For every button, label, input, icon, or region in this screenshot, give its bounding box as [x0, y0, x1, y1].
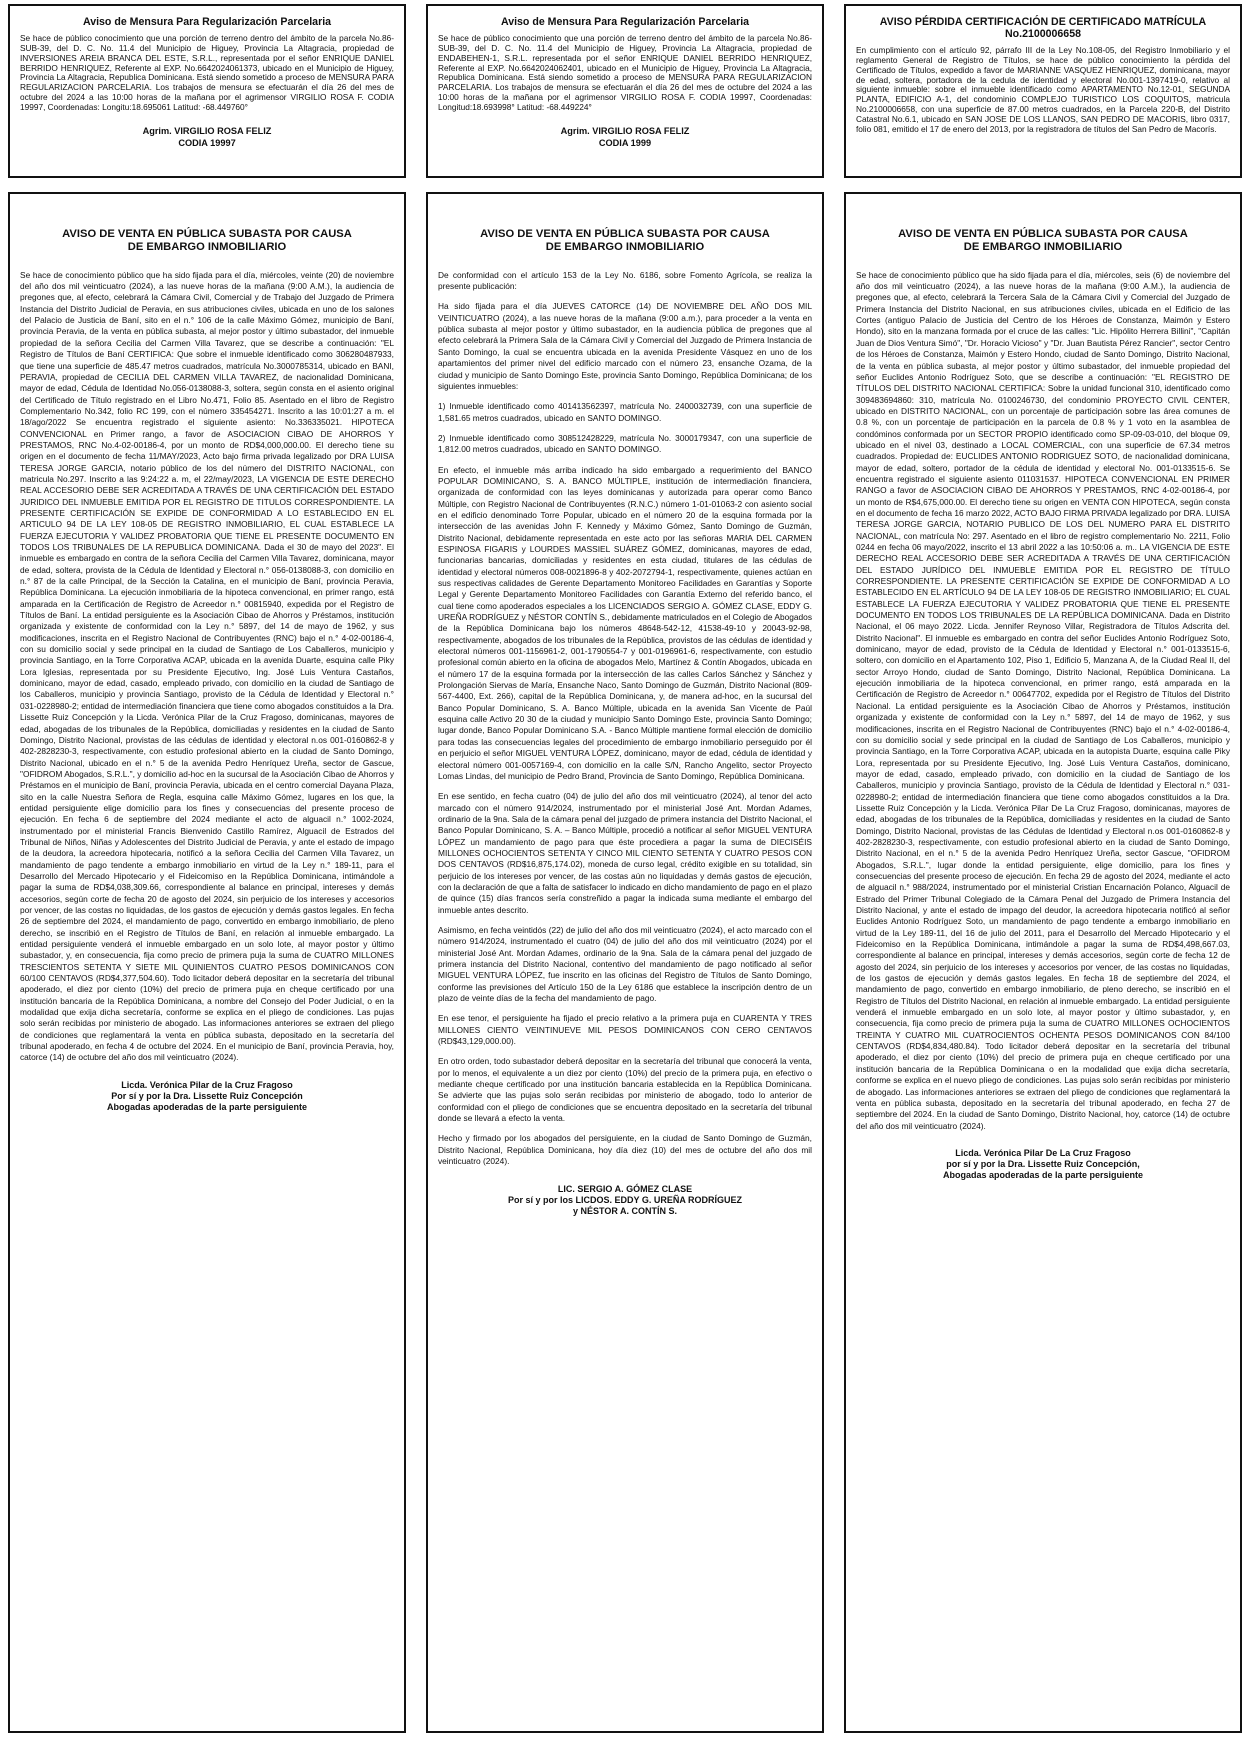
notice-mensura-1: [8, 4, 406, 178]
notice-paragraph: 2) Inmueble identificado como 308512428229, matrícula No. 3000179347, con una superficie de 1,812.00 metros cuadrados, ubicado en SANTO DOMINGO.: [438, 432, 812, 455]
notice-paragraph: En cumplimiento con el artículo 92, párrafo III de la Ley No.108-05, del Registro Inmobiliario y el reglamento General de Registro de Títulos, se hace de público conocimiento la pérdida del Certificado de Títulos, expedido a favor de MARIANNE VASQUEZ HENRIQUEZ, dominicana, mayor de edad, soltera, portadora de la cedula de identidad y electoral No.001-1397419-0, relativo al siguiente inmueble: sobre el inmueble identificado como APARTAMENTO No.12-01, SEGUNDA PLANTA, EDIFICIO A-1, del condominio COMPLEJO TURISTICO LOS COQUITOS, matricula No.2100006658, con una superficie de 87.00 metros cuadrados, en la Parcela 220-B, del Distrito Catastral No.6.1, ubicado en SAN JOSE DE LOS LLANOS, SAN PEDRO DE MACORIS, libro 0317, folio 081, emitido el 17 de enero del 2013, por la registradora de títulos del San Pedro de Macorís.: [856, 45, 1230, 134]
notice-subasta-2: [426, 192, 824, 1733]
notice-paragraph: Se hace de público conocimiento que una porción de terreno dentro del ámbito de la parcela No.86-SUB-39, del D. C. No. 11.4 del Municipio de Higuey, Provincia La Altagracia, propiedad de INVERSIONES AREIA BRANCA DEL ESTE, S.R.L., representada por el señor ENRIQUE DANIEL BERRIDO HENRIQUEZ, Referente al EXP. No.6642024061373, ubicado en el Municipio de Higuey, Provincia La Altagracia, Republica Dominicana. Está siendo sometido a proceso de MENSURA PARA REGULARIZACION PARCELARIA. Los trabajos de mensura se efectuarán el día 26 del mes de octubre del 2024 a las 10:00 horas de la mañana por el agrimensor VIRGILIO ROSA F. CODIA 19997, Coordenadas: Longitu:18.695061 Latitud: -68.449760°: [20, 33, 394, 112]
notice-title: AVISO DE VENTA EN PÚBLICA SUBASTA POR CAUSA DE EMBARGO INMOBILIARIO: [62, 228, 352, 253]
notice-signature: Licda. Verónica Pilar de la Cruz Fragoso Por sí y por la Dra. Lissette Ruiz Concepción Abogadas apoderadas de la parte persiguiente: [106, 1079, 308, 1113]
notice-title: AVISO DE VENTA EN PÚBLICA SUBASTA POR CAUSA DE EMBARGO INMOBILIARIO: [480, 228, 770, 253]
notice-signature: Agrim. VIRGILIO ROSA FELIZ CODIA 1999: [560, 126, 690, 148]
notice-paragraph: En efecto, el inmueble más arriba indicado ha sido embargado a requerimiento del BANCO POPULAR DOMINICANO, S. A. BANCO MÚLTIPLE, institución de intermediación financiera, organizada de conformidad con las leyes dominicanas y autorizada para operar como Banco Múltiple, con Registro Nacional de Contribuyentes (R.N.C.) número 1-01-01063-2 con asiento social en el edificio denominado Torre Popular, ubicado en el número 20 de la esquina formada por la intersección de las avenidas John F. Kennedy y Máximo Gómez, Santo Domingo de Guzmán, Distrito Nacional, debidamente representada en este acto por las señoras MARIA DEL CARMEN ESPINOSA FIGARIS y LOURDES MASSIEL SUÁREZ GÓMEZ, dominicanas, mayores de edad, funcionarias bancarias, domiciliadas y residentes en esta ciudad, titulares de las cédulas de identidad y electoral números 008-0021896-8 y 402-2072794-1, respectivamente, quienes actúan en sus respectivas calidades de Gerente Departamento Monitoreo Facilidades en Garantías y Soporte Legal y Gerente Departamento Monitoreo Facilidades con Garantía Externo del referido banco, el cual tiene como apoderados especiales a los LICENCIADOS SERGIO A. GÓMEZ CLASE, EDDY G. UREÑA RODRÍGUEZ y NÉSTOR CONTÍN S., debidamente matriculados en el Colegio de Abogados de la República Dominicana bajo los números 48648-542-12, 41538-49-10 y 20043-92-98, respectivamente, abogados de los tribunales de la República, provistos de las cédulas de identidad y electoral números 001-1156961-2, 001-1790554-7 y 001-0196961-6, respectivamente, con estudio profesional común abierto en la oficina de abogados Melo, Martínez & Contín Abogados, ubicada en el número 17 de la esquina formada por la intersección de las calles Carlos Sánchez y Sánchez y Prolongación Siervas de María, Ensanche Naco, Santo Domingo de Guzmán, Distrito Nacional (809-567-4400, Ext. 266), capital de la República Dominicana, y, de manera ad-hoc, en la sucursal del Banco Popular Dominicano, S. A. Banco Múltiple, ubicada en la avenida San Vicente de Paúl esquina calle Activo 20 30 de la ciudad y municipio Santo Domingo Este, provincia Santo Domingo; lugar donde, Banco Popular Dominicano S.A. - Banco Múltiple mantiene formal elección de domicilio para todas las consecuencias legales del procedimiento de embargo inmobiliario perseguido por él en perjuicio el señor MIGUEL VENTURA LÓPEZ, dominicano, mayor de edad, cédula de identidad y electoral número 001-0057169-4, con domicilio en la calle S/N, Rancho Angelito, sector Proyecto Lomas Lindas, del municipio de Pedro Brand, Provincia de Santo Domingo, República Dominicana.: [438, 464, 812, 781]
notice-paragraph: Se hace de conocimiento público que ha sido fijada para el día, miércoles, veinte (20) de noviembre del año dos mil veinticuatro (2024), a las nueve horas de la mañana (9:00 A.M.), la audiencia de pregones que, al efecto, celebrará la Cámara Civil, Comercial y de Trabajo del Juzgado de Primera Instancia del Distrito Judicial de Peravia, en sus atribuciones civiles, ubicada en uno de los salones del Palacio de Justicia de Baní, sito en el n.° 106 de la calle Máximo Gómez, municipio de Baní, provincia Peravia, de la venta en pública subasta, al mejor postor y último subastador, del inmueble propiedad de la señora Cecilia del Carmen Villa Tavarez, que se describe a continuación: "EL Registro de Títulos de Baní CERTIFICA: Que sobre el inmueble identificado como 306280487933, que tiene una superficie de 485.47 metros cuadrados, matrícula No.3000785314, ubicado en BANI, PERAVIA, propiedad de CECILIA DEL CARMEN VILLA TAVAREZ, de nacionalidad Dominicana, mayor de edad, Cédula de Identidad No.056-0138088-3, soltera, según consta en el asiento original del Certificado de Título registrado en el Libro No.471, Folio 85. Asentado en el libro de Registro Complementario No.342, folio RC 199, con el número 335454271. Inscrito a las 10:01:27 a m. el 18/ago/2022 Se encuentra registrado el siguiente asiento: No.336335021. HIPOTECA CONVENCIONAL en Primer rango, a favor de ASOCIACION CIBAO DE AHORROS Y PRESTAMOS, RNC No.4-02-00186-4, por un monto de RD$4,000,000.00. El derecho tiene su origen en el documento de fecha 11/MAY/2023, Acto bajo firma privada legalizado por DRA LUISA TERESA JORGE GARCIA, notario público de los del número del DISTRITO NACIONAL, con matricula No.297. Inscrito a las 9:24:22 a. m, el 22/may/2023, LA VIGENCIA DE ESTE DERECHO REAL ACCESORIO DEBE SER ACREDITADA A TRAVÉS DE UNA CERTIFICACIÓN DEL ESTADO JURIDICO DEL INMUEBLE EMITIDA POR EL REGISTRO DE TITULOS CORRESPONDIENTE. LA PRESENTE CERTIFICACIÓN SE EXPIDE DE CONFORMIDAD A LO ESTABLECIDO EN EL ARTICULO 94 DE LA LEY 108-05 DE REGISTRO INMOBILIARIO, EL CUAL ESTABLECE LA FUERZA EJECUTORIA Y VALIDEZ PROBATORIA QUE TIENE EL PRESENTE DOCUMENTO EN TODOS LOS TRIBUNALES DE LA REPUBLICA DOMINICANA. Dada el 30 de mayo del 2023". El inmueble es embargado en contra de la señora Cecilia del Carmen Villa Tavarez, dominicana, mayor de edad, soltera, provista de la Cédula de Identidad y Electoral n.° 056-0138088-3, con domicilio en n.° 87 de la calle Principal, de la Sección la Catalina, en el municipio de Baní, provincia Peravia, República Dominicana. La ejecución inmobiliaria de la hipoteca convencional, en primer rango, está amparada en la Certificación de Registro de Acreedor n.° 00815940, expedida por el Registro de Títulos de Baní. La entidad persiguiente es la Asociación Cibao de Ahorros y Préstamos, institución organizada y existente de conformidad con la Ley n.° 5897, del 14 de mayo de 1962, y sus modificaciones, inscrita en el Registro Nacional de Contribuyentes (RNC) bajo el n.° 4-02-00186-4, con su domicilio social y sede principal en la ciudad de Santiago de Los Caballeros, municipio y provincia Santiago, en la Torre Corporativa ACAP, ubicada en la avenida Duarte, esquina calle Piky Lora Iglesias, representada por su Presidente Ejecutivo, Ing. José Luis Ventura Castaños, dominicano, mayor de edad, casado, empleado privado, con domicilio en la ciudad de Santiago de los Caballeros, municipio y provincia Santiago, provisto de la Cédula de Identidad y Electoral n.° 031-0228980-2; entidad de intermediación financiera que tiene como abogados constituidos a la Dra. Lissette Ruiz Concepción y la Licda. Verónica Pilar de la Cruz Fragoso, dominicanas, mayores de edad, abogadas de los tribunales de la República, domiciliadas y residentes en la ciudad de Santo Domingo, Distrito Nacional, provistas de las cédulas de identidad y electoral n.os 001-0160862-8 y 402-2828230-3, respectivamente, con estudio profesional abierto en la ciudad de Santo Domingo, Distrito Nacional, ubicado en el n.° 5 de la avenida Pedro Henríquez Ureña, sector de Gascue, "OFIDROM Abogados, S.R.L.", y domicilio ad-hoc en la sucursal de la Asociación Cibao de Ahorros y Préstamos en el municipio de Baní, provincia Peravia, ubicada en el centro comercial Dayana Plaza, sito en la calle Nuestra Señora de Regla, esquina calle Máximo Gómez, lugares en los que, la entidad persiguiente elige domicilio para los fines y consecuencias del presente proceso de ejecución. En fecha 6 de septiembre del 2024 mediante el acto de alguacil n.° 1002-2024, instrumentado por el ministerial Francis Bienvenido Castillo Ramírez, Alguacil de Estrados del Tribunal de Niños, Niñas y Adolescentes del Distrito Judicial de Peravia, y ante el estado de impago de la deudora, la acreedora hipotecaria, notificó a la señora Cecilia del Carmen Villa Tavarez, un mandamiento de pago tendente a embargo inmobiliario en virtud de la Ley n.° 189-11, para el Desarrollo del Mercado Hipotecario y el Fideicomiso en la República Dominicana, intimándole a pagar la suma de RD$4,038,309.66, correspondiente al balance en principal, intereses y demás accesorios, según corte de fecha 20 de agosto del 2024, sin perjuicio de los intereses y accesorios por vencer, de las costas no liquidadas, de los gastos de ejecución y demás gastos legales. En fecha 26 de septiembre del 2024, el mandamiento de pago, convertido en embargo inmobiliario, de pleno derecho, se inscribió en el Registro de Títulos de Baní, en relación al inmueble embargado. La entidad persiguiente venderá el inmueble embargado en un solo lote, al mayor postor y último subastador, y, en consecuencia, fija como precio de primera puja la suma de CUATRO MILLONES TRESCIENTOS SETENTA Y SIETE MIL QUINIENTOS CUATRO PESOS DOMINICANOS CON 60/100 CENTAVOS (RD$4,377,504.60). Todo licitador deberá depositar en la secretaría del tribunal apoderado, el diez por ciento (10%) del precio de primera puja en cheque certificado por una institución bancaria de la República Dominicana, a nombre del Consejo del Poder Judicial, o en la modalidad que exija dicha secretaría, conforme se explica en el pliego de condiciones. Las pujas solo serán recibidas por ministerio de abogado. Las informaciones anteriores se extraen del pliego de condiciones que reglamentará la venta en pública subasta, depositado en la secretaría del tribunal apoderado, en fecha 4 de octubre del 2024. En el municipio de Baní, provincia Peravia, hoy, catorce (14) de octubre del año dos mil veinticuatro (2024).: [20, 269, 394, 1063]
notice-paragraph: De conformidad con el artículo 153 de la Ley No. 6186, sobre Fomento Agrícola, se realiza la presente publicación:: [438, 269, 812, 292]
notice-title: AVISO PÉRDIDA CERTIFICACIÓN DE CERTIFICADO MATRÍCULA No.2100006658: [879, 16, 1207, 41]
notice-paragraph: En otro orden, todo subastador deberá depositar en la secretaría del tribunal que conocerá la venta, por lo menos, el equivalente a un diez por ciento (10%) del precio de la primera puja, en efectivo o mediante cheque certificado por una institución bancaria establecida en la República Dominicana. Se advierte que las pujas solo serán recibidas por ministerio de abogado, todo lo anterior de conformidad con el pliego de condiciones que se encuentra depositado en la secretaría del tribunal donde se llevará a efecto la venta.: [438, 1056, 812, 1124]
notice-paragraph: Se hace de público conocimiento que una porción de terreno dentro del ámbito de la parcela No.86-SUB-39, del D. C. No. 11.4 del Municipio de Higuey, Provincia La Altagracia, propiedad de ENDABEHEN-1, S.R.L. representada por el señor ENRIQUE DANIEL BERRIDO HENRIQUEZ, Referente al EXP. No.6642024062401, ubicado en el Municipio de Higuey, Provincia La Altagracia, Republica Dominicana. Está siendo sometido a proceso de MENSURA PARA REGULARIZACION PARCELARIA. Los trabajos de mensura se efectuarán el día 26 del mes de octubre del 2024 a las 10:00 horas de la mañana por el agrimensor VIRGILIO ROSA F. CODIA 19997, Coordenadas: Longitud:18.693998° Latitud: -68.449224°: [438, 33, 812, 112]
notice-signature: Agrim. VIRGILIO ROSA FELIZ CODIA 19997: [142, 126, 272, 148]
notice-title: Aviso de Mensura Para Regularización Parcelaria: [82, 16, 332, 28]
notice-perdida-certificado: [844, 4, 1242, 178]
notice-mensura-2: [426, 4, 824, 178]
notice-paragraph: Asimismo, en fecha veintidós (22) de julio del año dos mil veinticuatro (2024), el acto marcado con el número 914/2024, instrumentado el cuatro (04) de julio del año dos mil veinticuatro (2024) por el ministerial José Ant. Mordan Adames, ordinario de la 9na. Sala de la cámara penal del juzgado de primera instancia del Distrito Nacional, contentivo del mandamiento de pago notificado al señor MIGUEL VENTURA LÓPEZ, fue inscrito en las oficinas del Registro de Títulos de Santo Domingo, conforme las previsiones del Artículo 150 de la Ley 6186 que establece la inscripción dentro de un plazo de veinte días de la fecha del mandamiento de pago.: [438, 924, 812, 1004]
notice-signature: LIC. SERGIO A. GÓMEZ CLASE Por sí y por los LICDOS. EDDY G. UREÑA RODRÍGUEZ y NÉSTOR A. CONTÍN S.: [507, 1183, 743, 1216]
notice-paragraph: En ese tenor, el persiguiente ha fijado el precio relativo a la primera puja en CUARENTA Y TRES MILLONES CIENTO VEINTINUEVE MIL PESOS DOMINICANOS CON CERO CENTAVOS (RD$43,129,000.00).: [438, 1013, 812, 1047]
notice-paragraph: Hecho y firmado por los abogados del persiguiente, en la ciudad de Santo Domingo de Guzmán, Distrito Nacional, República Dominicana, hoy día diez (10) del mes de octubre del año dos mil veinticuatro (2024).: [438, 1133, 812, 1167]
notice-title: Aviso de Mensura Para Regularización Parcelaria: [500, 16, 750, 28]
notice-paragraph: Ha sido fijada para el día JUEVES CATORCE (14) DE NOVIEMBRE DEL AÑO DOS MIL VEINTICUATRO (2024), a las nueve horas de la mañana (9:00 a.m.), para proceder a la venta en pública subasta al mejor postor y último subastador, en la audiencia pública de pregones que al efecto celebrará la Primera Sala de la Cámara Civil y Comercial del Juzgado de Primera Instancia de Santo Domingo, la cual se encuentra ubicada en la avenida Presidente Vásquez en uno de los apartamientos del primer nivel del edificio marcado con el número 23, ensanche Ozama, de la ciudad y municipio de Santo Domingo Este, provincia Santo Domingo, República Dominicana; de los siguientes inmuebles:: [438, 301, 812, 391]
notice-paragraph: 1) Inmueble identificado como 401413562397, matrícula No. 2400032739, con una superficie de 1,581.65 metros cuadrados, ubicado en SANTO DOMINGO.: [438, 401, 812, 423]
notice-signature: Licda. Verónica Pilar De La Cruz Fragoso por sí y por la Dra. Lissette Ruiz Concepción, Abogadas apoderadas de la parte persiguiente: [942, 1147, 1144, 1181]
notice-title: AVISO DE VENTA EN PÚBLICA SUBASTA POR CAUSA DE EMBARGO INMOBILIARIO: [898, 228, 1188, 253]
notice-subasta-3: [844, 192, 1242, 1733]
notice-subasta-1: [8, 192, 406, 1733]
notice-paragraph: Se hace de conocimiento público que ha sido fijada para el día, miércoles, seis (6) de noviembre del año dos mil veinticuatro (2024), a las nueve horas de la mañana (9:00 A.M.), la audiencia de pregones que, al efecto, celebrará la Tercera Sala de la Cámara Civil y Comercial del Juzgado de Primera Instancia del Distrito Nacional, en sus atribuciones civiles, ubicada en el Edificio de las Cortes (antiguo Palacio de Justicia del Centro de los Héroes de Constanza, Maimón y Estero Hondo), sito en la manzana formada por el cruce de las calles: "Lic. Hipólito Herrera Billini", "Capitán Juan de Dios Ventura Simó", "Dr. Horacio Vicioso" y "Dr. Juan Bautista Pérez Rancier", sector Centro de los Héroes de Constanza, Maimón y Estero Hondo, ciudad de Santo Domingo, Distrito Nacional, de la venta en pública subasta, al mejor postor y último subastador, del inmueble propiedad del señor Euclides Antonio Rodríguez Soto, que se describe a continuación: "EL REGISTRO DE TÍTULOS DEL DISTRITO NACIONAL CERTIFICA: Sobre la unidad funcional 310, identificado como 309483694860: 310, matrícula No. 0100246730, del condominio PROYECTO CIVIL CENTER, ubicado en DISTRITO NACIONAL, con un porcentaje de participación sobre las área comunes de 0.8 %, con un porcentaje de participación en la parcela de 0.8 % y 1 voto en la asamblea de condóminos conformada por un SECTOR PROPIO identificado como SP-09-03-010, del bloque 09, ubicado en el nivel 03, destinado a LOCAL COMERCIAL, con una superficie de 67.34 metros cuadrados. Propiedad de: EUCLIDES ANTONIO RODRIGUEZ SOTO, de nacionalidad dominicana, mayor de edad, soltero, portador de la cédula de identidad y electoral No. 001-0133515-6. Se encuentra registrado el siguiente asiento 011031537. HIPOTECA CONVENCIONAL EN PRIMER RANGO a favor de ASOCIACION CIBAO DE AHORROS Y PRESTAMOS, RNC 4-02-00186-4, por un monto de R$4,675,000.00. El derecho tiene su origen en VENTA CON HIPOTECA, según consta en el documento de fecha 16 marzo 2022, ACTO BAJO FIRMA PRIVADA legalizado por DRA. LUISA TERESA JORGE GARCIA, NOTARIO PUBLICO DE LOS DEL NUMERO PARA EL DISTRITO NACIONAL, con matrícula No: 297. Asentado en el libro de registro complementario No. 2211, Folio 0244 en fecha 06 mayo/2022, inscrito el 13 abril 2022 a las 10:50:06 a. m.. LA VIGENCIA DE ESTE DERECHO REAL ACCESORIO DEBE SER ACREDITADA A TRAVÉS DE UNA CERTIFICACIÓN DEL ESTADO JURÍDICO DEL INMUEBLE EMITIDA POR EL REGISTRO DE TÍTULO CORRESPONDIENTE. LA PRESENTE CERTIFICACIÓN SE EXPIDE DE CONFORMIDAD A LO ESTABLECIDO EN EL ARTÍCULO 94 DE LA LEY 108-05 DE REGISTRO INMOBILIARIO; EL CUAL ESTABLECE LA FUERZA EJECUTORIA Y VALIDEZ PROBATORIA QUE TIENE EL PRESENTE DOCUMENTO EN TODOS LOS TRIBUNALES DE LA REPÚBLICA DOMINICANA. Dada en Distrito Nacional, el 06 mayo 2022. Licda. Jennifer Reynoso Villar, Registradora de Títulos Adscrita del. Distrito Nacional". El inmueble es embargado en contra del señor Euclides Antonio Rodríguez Soto, dominicano, mayor de edad, provisto de la Cédula de Identidad y Electoral n.° 001-0133515-6, soltero, con domicilio en el Apartamento 102, Piso 1, Edificio 5, Manzana A, de la Ciudad Real II, del sector Arroyo Hondo, ciudad de Santo Domingo, Distrito Nacional, República Dominicana. La ejecución inmobiliaria de la hipoteca convencional, en primer rango, está amparada en la Certificación de Registro de Acreedor n.° 00647702, expedida por el Registro de Títulos del Distrito Nacional. La entidad persiguiente es la Asociación Cibao de Ahorros y Préstamos, institución organizada y existente de conformidad con la Ley n.° 5897, del 14 de mayo de 1962, y sus modificaciones, inscrita en el Registro Nacional de Contribuyentes (RNC) bajo el n.° 4-02-00186-4, con su domicilio social y sede principal en la ciudad de Santiago de Los Caballeros, municipio y provincia Santiago, en la Torre Corporativa ACAP, ubicada en la autopista Duarte, esquina calle Piky Lora, representada por su Presidente Ejecutivo, Ing. José Luis Ventura Castaños, dominicano, mayor de edad, casado, empleado privado, con domicilio en la ciudad de Santiago de los Caballeros, municipio y provincia Santiago, provisto de la Cédula de Identidad y Electoral n.° 031-0228980-2; entidad de intermediación financiera que tiene como abogados constituidos a la Dra. Lissette Ruiz Concepción y la Licda. Verónica Pilar De La Cruz Fragoso, dominicanas, mayores de edad, abogadas de los tribunales de la República, domiciliadas y residentes en la ciudad de Santo Domingo, Distrito Nacional, provistas de las Cédulas de Identidad y Electoral n.os 001-0160862-8 y 402-2828230-3, respectivamente, con estudio profesional abierto en la ciudad de Santo Domingo, Distrito Nacional, en el n.° 5 de la avenida Pedro Henríquez Ureña, sector Gascue, "OFIDROM Abogados, S.R.L.", lugar donde la entidad persiguiente, elige domicilio, para los fines y consecuencias del presente proceso de ejecución. En fecha 29 de agosto del 2024, mediante el acto de alguacil n.° 988/2024, instrumentado por el ministerial Cristian Encarnación Polanco, Alguacil de Estrado del Primer Tribunal Colegiado de la Cámara Penal del Juzgado de Primera Instancia del Distrito Nacional, y ante el estado de impago del deudor, la acreedora hipotecaria notificó al señor Euclides Antonio Rodríguez Soto, un mandamiento de pago tendente a embargo inmobiliario en virtud de la Ley 189-11, del 16 de julio del 2011, para el Desarrollo del Mercado Hipotecario y el Fideicomiso en la República Dominicana, intimándole a pagar la suma de RD$4,498,667.03, correspondiente al balance en principal, intereses y demás accesorios, según corte de fecha 12 de agosto del 2024, sin perjuicio de los intereses y accesorios por vencer, de las costas no liquidadas, de los gastos de ejecución y demás gastos legales. En fecha 18 de septiembre del 2024, el mandamiento de pago, convertido en embargo inmobiliario, de pleno derecho, se inscribió en el Registro de Títulos del Distrito Nacional, en relación al inmueble embargado. La entidad persiguiente venderá el inmueble embargado en un solo lote, al mayor postor y último subastador, y, en consecuencia, fija como precio de primera puja la suma de CUATRO MILLONES OCHOCIENTOS TREINTA Y CUATRO MIL CUATROCIENTOS OCHENTA PESOS DOMINICANOS CON 84/100 CENTAVOS (RD$4,834,480.84). Todo licitador deberá depositar en la secretaría del tribunal apoderado, el diez por ciento (10%) del precio de primera puja en cheque certificado por una institución bancaria de la República Dominicana o en la modalidad que exija dicha secretaría, conforme se explica en el nuevo pliego de condiciones. Las pujas solo serán recibidas por ministerio de abogado. Las informaciones anteriores se extraen del pliego de condiciones que reglamentará la venta en pública subasta, depositado en la secretaría del tribunal apoderado, en fecha 27 de septiembre del 2024. En la ciudad de Santo Domingo, Distrito Nacional, hoy, catorce (14) de octubre del año dos mil veinticuatro (2024).: [856, 269, 1230, 1131]
notice-paragraph: En ese sentido, en fecha cuatro (04) de julio del año dos mil veinticuatro (2024), al tenor del acto marcado con el número 914/2024, instrumentado por el ministerial José Ant. Mordan Adames, ordinario de la 9na. Sala de la cámara penal del juzgado de primera instancia del Distrito Nacional, el Banco Popular Dominicano, S. A. – Banco Múltiple, procedió a notificar al señor MIGUEL VENTURA LÓPEZ un mandamiento de pago para que éste procediera a pagar la suma de DIECISÉIS MILLONES OCHOCIENTOS SETENTA Y CINCO MIL CIENTO SETENTA Y CUATRO PESOS CON DOS CENTAVOS (RD$16,875,174.02), moneda de curso legal, crédito exigible en su totalidad, sin perjuicio de los intereses por vencer, de las costas aún no liquidadas y demás gastos de ejecución, con la declaración de que a falta de satisfacer lo indicado en dicho mandamiento de pago en el plazo de quince (15) días francos sería constreñido a pagar la indicada suma mediante el embargo del inmueble antes descrito.: [438, 791, 812, 915]
